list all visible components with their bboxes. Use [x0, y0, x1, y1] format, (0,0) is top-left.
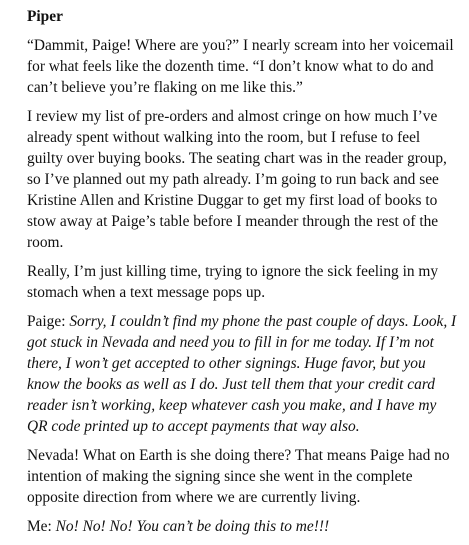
- paragraph-nevada: Nevada! What on Earth is she doing there? That means Paige had no intention of making the signing since she went in the complete opposite direction from where we are currently living.: [27, 447, 450, 506]
- paragraph-preorders: I review my list of pre-orders and almost cringe on how much I’ve already spent without walking into the room, but I refuse to feel guilty over buying books. The seating chart was in the reader group, so I’ve planned out my path already. I’m going to run back and see Kristine Allen and Kristine Duggar to get my first load of books to stow away at Paige’s table before I meander through the rest of the room.: [27, 108, 447, 251]
- reply-message-body: No! No! No! You can’t be doing this to me!!!: [55, 518, 330, 535]
- paragraph-me-reply: [27, 516, 457, 537]
- text-message-body: Sorry, I couldn’t find my phone the past couple of days. Look, I got stuck in Nevada and need you to fill in for me today. If I’m not there, I won’t get accepted to other signings. Huge favor, but you know the books as well as I do. Just tell them that your credit card reader isn’t working, keep whatever cash you make, and I have my QR code printed up to accept payments that way also.: [27, 313, 457, 435]
- speaker-label: Paige:: [27, 313, 70, 330]
- speaker-label: Me:: [27, 518, 56, 535]
- paragraph-paige-text: [27, 311, 457, 437]
- paragraph-killing-time: Really, I’m just killing time, trying to ignore the sick feeling in my stomach when a text message pops up.: [27, 263, 439, 301]
- chapter-heading: Piper: [27, 8, 63, 25]
- document-page: [27, 6, 457, 545]
- paragraph-voicemail: “Dammit, Paige! Where are you?” I nearly scream into her voicemail for what feels like the dozenth time. “I don’t know what to do and can’t believe you’re flaking on me like this.”: [27, 37, 454, 96]
